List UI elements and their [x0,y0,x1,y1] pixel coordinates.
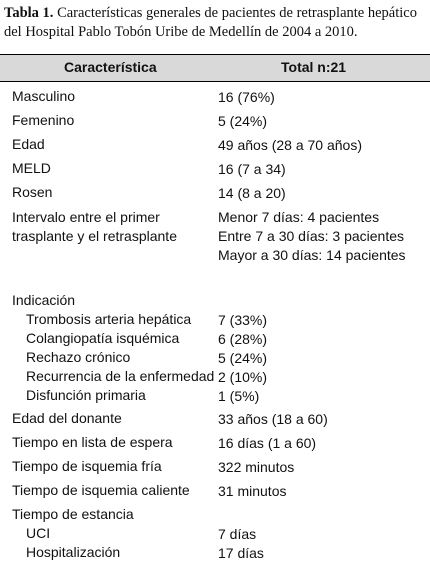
row-value: 5 (24%) [218,113,268,129]
row-value: 33 años (18 a 60) [218,411,328,427]
row-value: 7 días [218,526,257,542]
row-label: Femenino [12,112,75,128]
row-value: 31 minutos [218,483,287,499]
row-value: 16 (7 a 34) [218,161,286,177]
row-label: Recurrencia de la enfermedad [26,368,215,384]
row-value-line: Menor 7 días: 4 pacientes [218,209,380,225]
caption-label: Tabla 1. [4,5,54,21]
row-value: 14 (8 a 20) [218,185,286,201]
row-value: 16 (76%) [218,89,275,105]
row-label: Disfunción primaria [26,387,146,403]
characteristics-table [0,54,430,561]
row-value: 49 años (28 a 70 años) [218,137,362,153]
row-label: Tiempo de isquemia caliente [12,482,190,498]
row-label-multiline [12,208,177,246]
row-label: Rechazo crónico [26,349,131,365]
row-label: UCI [26,525,51,541]
row-label: Tiempo de isquemia fría [12,458,162,474]
row-value: 6 (28%) [218,331,268,347]
row-label: Edad [12,136,45,152]
row-value-line: Entre 7 a 30 días: 3 pacientes [218,228,405,244]
row-label: Indicación [12,292,76,308]
row-value-line: Mayor a 30 días: 14 pacientes [218,247,406,263]
row-value: 322 minutos [218,459,295,475]
table-body [0,82,430,561]
table-header [0,55,430,81]
header-characteristic: Característica [64,59,157,75]
row-value: 5 (24%) [218,350,268,366]
row-label: Edad del donante [12,410,122,426]
row-label-line: trasplante y el retrasplante [12,228,177,244]
row-label: Rosen [12,184,53,200]
row-value-multiline [218,208,406,265]
row-value: 2 (10%) [218,369,268,385]
row-value: 17 días [218,545,264,561]
row-label: Hospitalización [26,544,121,560]
row-value: 1 (5%) [218,388,260,404]
row-label: Colangiopatía isquémica [26,330,180,346]
row-value: 16 días (1 a 60) [218,435,317,451]
header-total: Total n:21 [281,59,347,75]
row-label: MELD [12,160,51,176]
row-label: Masculino [12,88,76,104]
caption-text: Características generales de pacientes de retrasplante hepático del Hospital Pablo Tobón Uribe de Medellín de 2004 a 2010. [4,5,417,40]
row-label: Tiempo en lista de espera [12,434,173,450]
row-label: Trombosis arteria hepática [26,311,192,327]
row-label-line: Intervalo entre el primer [12,209,160,225]
row-value: 7 (33%) [218,312,268,328]
table-caption [4,4,428,42]
row-label: Tiempo de estancia [12,506,134,522]
